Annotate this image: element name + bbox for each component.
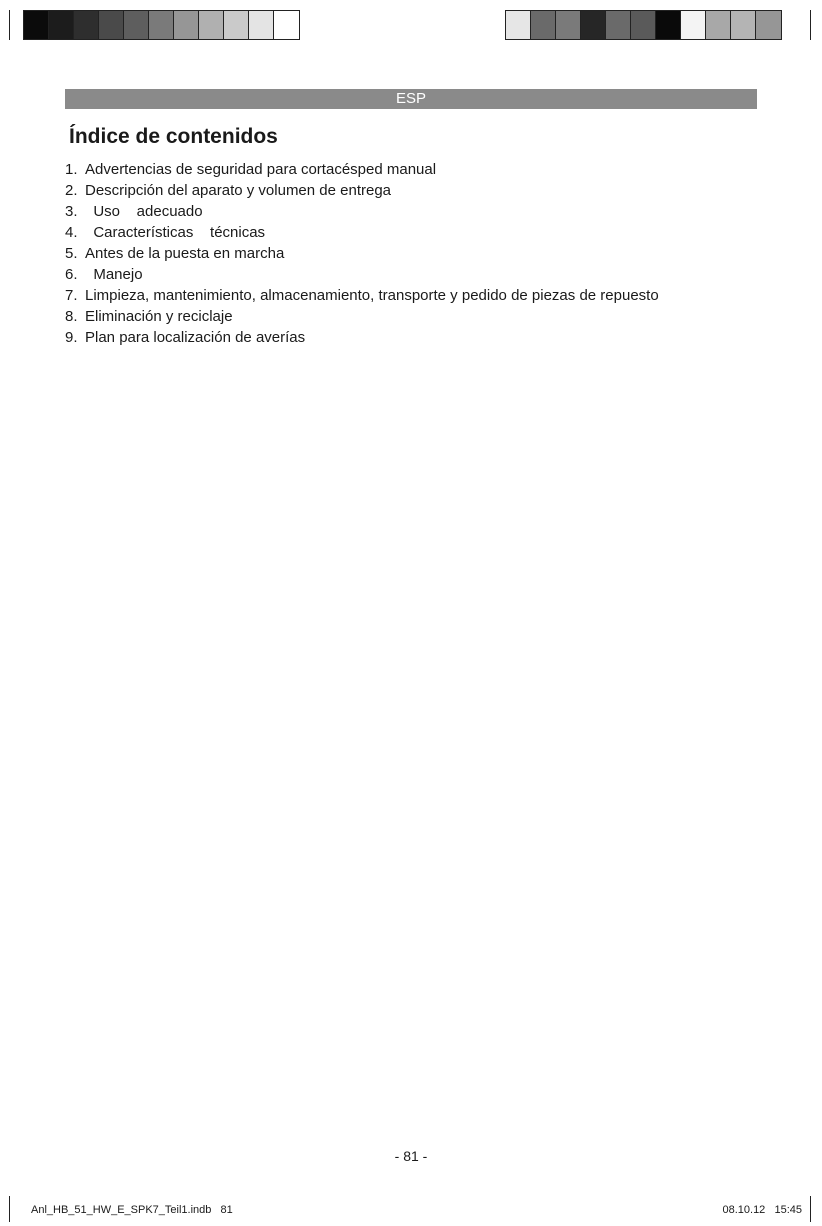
toc-item <box>65 285 659 306</box>
right-strip-swatch <box>656 11 681 39</box>
color-calibration-strip-right <box>505 10 782 40</box>
toc-item-text: Características técnicas <box>85 224 266 241</box>
table-of-contents <box>65 159 659 348</box>
left-strip-swatch <box>124 11 149 39</box>
toc-item-text: Manejo <box>85 266 143 283</box>
right-strip-swatch <box>531 11 556 39</box>
right-strip-swatch <box>506 11 531 39</box>
language-label: ESP <box>395 90 426 107</box>
left-strip-swatch <box>49 11 74 39</box>
left-strip-swatch <box>24 11 49 39</box>
right-strip-swatch <box>731 11 756 39</box>
toc-item-number: 5. <box>65 245 78 262</box>
right-strip-swatch <box>631 11 656 39</box>
toc-item-text: Uso adecuado <box>85 203 203 220</box>
crop-mark-bottom-left <box>9 1196 10 1222</box>
toc-item <box>65 159 659 180</box>
left-strip-swatch <box>99 11 124 39</box>
crop-mark-top-right <box>810 10 811 40</box>
right-strip-swatch <box>606 11 631 39</box>
right-strip-swatch <box>581 11 606 39</box>
color-calibration-strip-left <box>23 10 300 40</box>
toc-item-number: 9. <box>65 329 78 346</box>
toc-item <box>65 243 659 264</box>
footer-file-name: Anl_HB_51_HW_E_SPK7_Teil1.indb 81 <box>31 1204 233 1216</box>
toc-item-number: 1. <box>65 161 78 178</box>
toc-item-number: 7. <box>65 287 78 304</box>
right-strip-swatch <box>706 11 731 39</box>
left-strip-swatch <box>174 11 199 39</box>
toc-item-text: Antes de la puesta en marcha <box>85 245 285 262</box>
left-strip-swatch <box>249 11 274 39</box>
toc-item-number: 6. <box>65 266 78 283</box>
toc-item-text: Eliminación y reciclaje <box>85 308 233 325</box>
toc-item-text: Plan para localización de averías <box>85 329 306 346</box>
toc-item-text: Advertencias de seguridad para cortacésped manual <box>85 161 437 178</box>
page-number: - 81 - <box>394 1148 428 1164</box>
left-strip-swatch <box>274 11 299 39</box>
toc-item-text: Descripción del aparato y volumen de entrega <box>85 182 392 199</box>
toc-item <box>65 201 659 222</box>
right-strip-swatch <box>556 11 581 39</box>
toc-item-number: 8. <box>65 308 78 325</box>
page-title: Índice de contenidos <box>69 125 278 148</box>
toc-item <box>65 180 659 201</box>
left-strip-swatch <box>224 11 249 39</box>
toc-item-text: Limpieza, mantenimiento, almacenamiento, transporte y pedido de piezas de repuesto <box>85 287 659 304</box>
toc-item <box>65 327 659 348</box>
right-strip-swatch <box>681 11 706 39</box>
right-strip-swatch <box>756 11 781 39</box>
toc-item-number: 4. <box>65 224 78 241</box>
footer-timestamp: 08.10.12 15:45 <box>722 1204 802 1216</box>
crop-mark-top-left <box>9 10 10 40</box>
language-header-bar <box>65 89 757 109</box>
toc-item-number: 3. <box>65 203 78 220</box>
toc-item <box>65 222 659 243</box>
toc-item-number: 2. <box>65 182 78 199</box>
left-strip-swatch <box>149 11 174 39</box>
toc-item <box>65 306 659 327</box>
crop-mark-bottom-right <box>810 1196 811 1222</box>
left-strip-swatch <box>74 11 99 39</box>
toc-item <box>65 264 659 285</box>
left-strip-swatch <box>199 11 224 39</box>
